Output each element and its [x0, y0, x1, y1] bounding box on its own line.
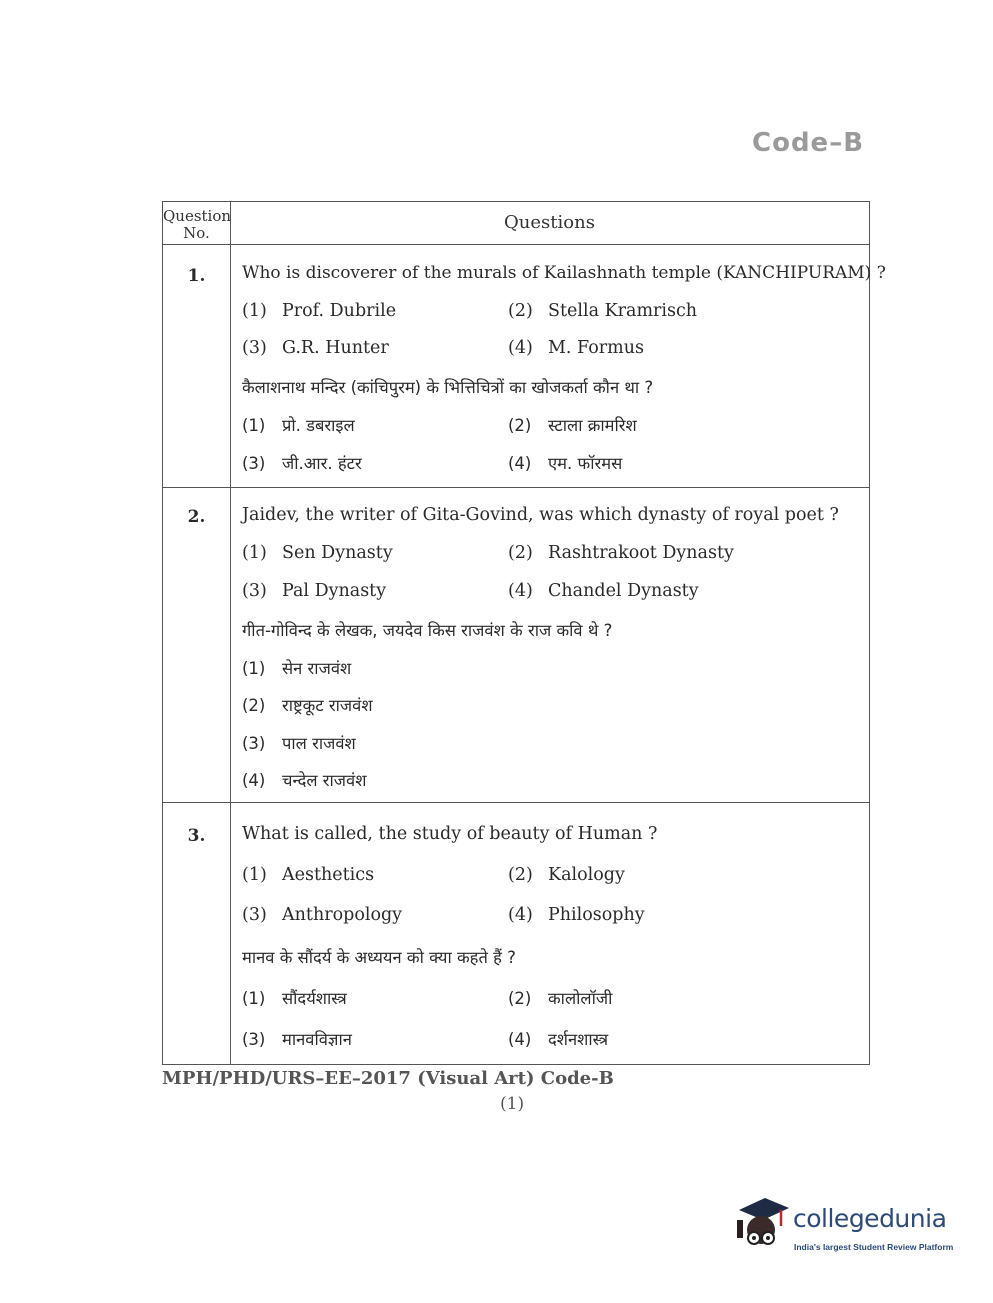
option-text: सौंदर्यशास्त्र	[282, 989, 347, 1008]
logo-name: collegedunia	[793, 1204, 947, 1233]
option	[508, 905, 645, 925]
question-number: 2.	[187, 507, 206, 527]
option	[242, 865, 374, 885]
header-question-no: Question No.	[163, 207, 232, 242]
option-text: Rashtrakoot Dynasty	[548, 543, 734, 563]
option-text: जी.आर. हंटर	[282, 454, 362, 473]
option-number: (4)	[508, 905, 533, 925]
option	[508, 543, 734, 563]
option-number: (3)	[242, 1030, 266, 1049]
option	[508, 1027, 608, 1050]
option	[242, 1027, 352, 1050]
option-text: पाल राजवंश	[282, 734, 356, 753]
option	[242, 581, 386, 601]
option-text: Chandel Dynasty	[548, 581, 699, 601]
option-number: (4)	[508, 338, 533, 358]
page-number: (1)	[500, 1094, 525, 1114]
option	[508, 986, 612, 1009]
option-text: Anthropology	[282, 905, 403, 925]
option-number: (1)	[242, 543, 267, 563]
option-number: (1)	[242, 865, 267, 885]
option-text: दर्शनशास्त्र	[548, 1030, 609, 1049]
option	[242, 543, 393, 563]
option-number: (2)	[508, 989, 532, 1008]
exam-code-footer: MPH/PHD/URS–EE–2017 (Visual Art) Code-B	[162, 1068, 614, 1089]
header-divider	[163, 244, 869, 245]
option	[242, 905, 402, 925]
option	[508, 865, 625, 885]
option-number: (3)	[242, 338, 267, 358]
option-number: (1)	[242, 301, 267, 321]
option	[242, 986, 347, 1009]
header-questions: Questions	[504, 212, 595, 233]
option-text: G.R. Hunter	[282, 338, 389, 358]
mascot-icon	[735, 1196, 791, 1258]
option-text: चन्देल राजवंश	[282, 771, 367, 790]
option-text: कालोलॉजी	[548, 989, 613, 1008]
option-number: (2)	[508, 301, 533, 321]
logo-tagline: India's largest Student Review Platform	[794, 1242, 954, 1252]
code-label: Code–B	[752, 128, 865, 158]
question-text-en: Jaidev, the writer of Gita-Govind, was which dynasty of royal poet ?	[242, 505, 839, 525]
row-divider	[163, 487, 869, 488]
option	[242, 731, 356, 754]
option	[508, 451, 622, 474]
option	[242, 768, 366, 791]
option-number: (3)	[242, 905, 267, 925]
option	[242, 413, 355, 436]
column-divider	[230, 202, 231, 1064]
option	[242, 338, 389, 358]
question-number: 3.	[187, 826, 206, 846]
option-number: (2)	[508, 543, 533, 563]
option-number: (3)	[242, 581, 267, 601]
option-number: (3)	[242, 734, 266, 753]
option-text: M. Formus	[548, 338, 644, 358]
option	[508, 301, 697, 321]
option	[242, 301, 396, 321]
option-text: Kalology	[548, 865, 625, 885]
row-divider	[163, 802, 869, 803]
option	[242, 451, 362, 474]
question-text-hi: गीत-गोविन्द के लेखक, जयदेव किस राजवंश के राज कवि थे ?	[242, 621, 613, 640]
option-number: (4)	[242, 771, 266, 790]
option-number: (2)	[508, 865, 533, 885]
option-text: Sen Dynasty	[282, 543, 393, 563]
option-number: (4)	[508, 581, 533, 601]
option-text: राष्ट्रकूट राजवंश	[282, 696, 373, 715]
questions-table	[162, 201, 886, 1065]
option	[242, 693, 373, 716]
option-text: Aesthetics	[282, 865, 375, 885]
option-number: (1)	[242, 659, 266, 678]
question-text-hi: मानव के सौंदर्य के अध्ययन को क्या कहते हैं ?	[242, 948, 516, 967]
option-text: एम. फॉरमस	[548, 454, 623, 473]
option-text: Philosophy	[548, 905, 645, 925]
option-text: Stella Kramrisch	[548, 301, 698, 321]
option-number: (4)	[508, 1030, 532, 1049]
option-text: Pal Dynasty	[282, 581, 387, 601]
option-number: (1)	[242, 989, 266, 1008]
option-number: (4)	[508, 454, 532, 473]
option-number: (1)	[242, 416, 266, 435]
question-text-en: Who is discoverer of the murals of Kailashnath temple (KANCHIPURAM) ?	[242, 263, 886, 283]
question-number: 1.	[187, 266, 206, 286]
option-text: सेन राजवंश	[282, 659, 352, 678]
option	[508, 338, 644, 358]
question-text-hi: कैलाशनाथ मन्दिर (कांचिपुरम) के भित्तिचित्रों का खोजकर्ता कौन था ?	[242, 378, 654, 397]
option	[508, 581, 699, 601]
option-text: प्रो. डबराइल	[282, 416, 355, 435]
option-number: (2)	[508, 416, 532, 435]
option	[242, 656, 351, 679]
option-number: (2)	[242, 696, 266, 715]
question-text-en: What is called, the study of beauty of Human ?	[242, 824, 658, 844]
option-number: (3)	[242, 454, 266, 473]
collegedunia-logo	[735, 1196, 965, 1266]
option	[508, 413, 637, 436]
option-text: स्टाला क्रामरिश	[548, 416, 637, 435]
option-text: Prof. Dubrile	[282, 301, 397, 321]
option-text: मानवविज्ञान	[282, 1030, 352, 1049]
